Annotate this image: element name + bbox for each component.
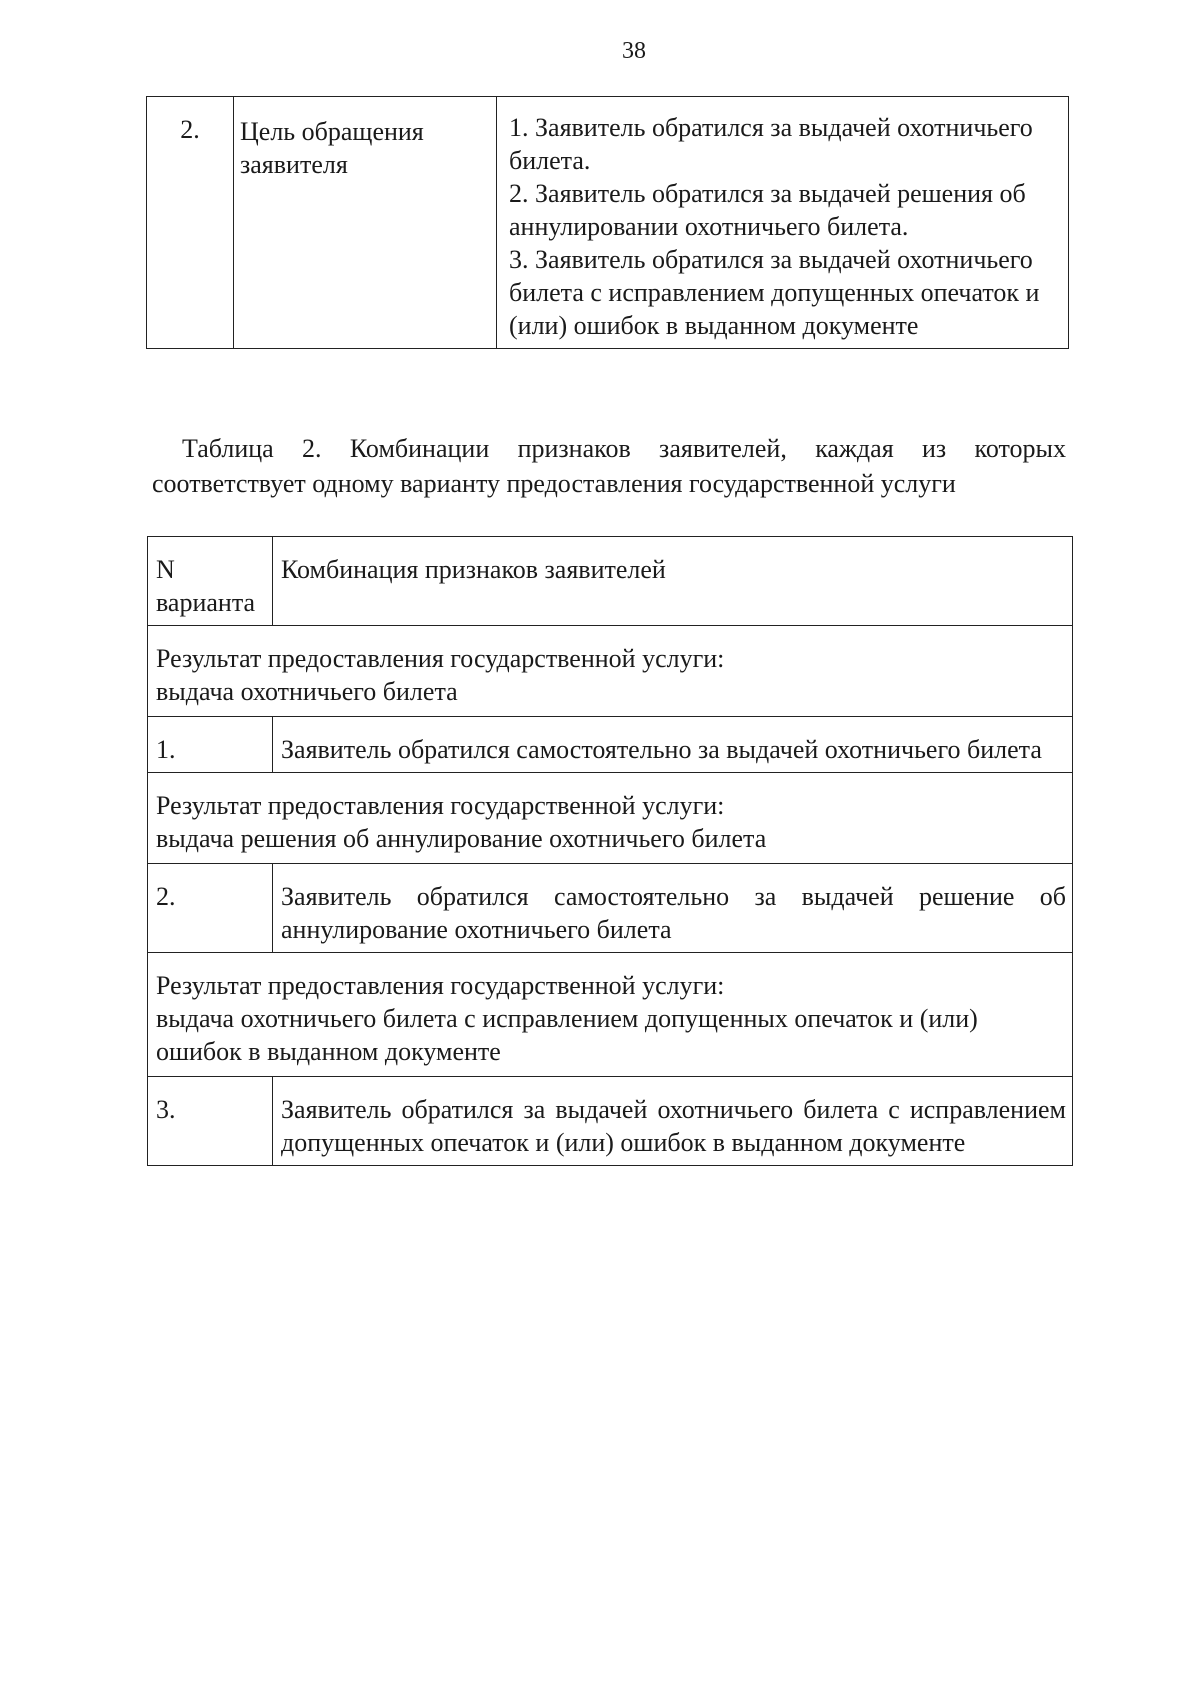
section-result	[148, 773, 1073, 864]
table-row	[148, 864, 1073, 953]
variant-number: 3.	[148, 1077, 273, 1166]
table-row	[147, 97, 1069, 349]
purpose-option-1: 1. Заявитель обратился за выдачей охотничьего билета.	[509, 113, 1033, 175]
table-row	[148, 717, 1073, 773]
section-result-text: выдача охотничьего билета	[156, 677, 458, 706]
table-header-row	[148, 537, 1073, 626]
header-combination: Комбинация признаков заявителей	[273, 537, 1073, 626]
variants-table	[147, 536, 1073, 1166]
table-row	[148, 1077, 1073, 1166]
variant-number: 2.	[148, 864, 273, 953]
purpose-option-2: 2. Заявитель обратился за выдачей решения об аннулировании охотничьего билета.	[509, 179, 1026, 241]
header-variant-number: N варианта	[148, 537, 273, 626]
section-title: Результат предоставления государственной услуги:	[156, 644, 725, 673]
table2-caption: Таблица 2. Комбинации признаков заявителей, каждая из которых соответствует одному варианту предоставления государственной услуги	[152, 434, 1066, 498]
purpose-option-3: 3. Заявитель обратился за выдачей охотничьего билета с исправлением допущенных опечаток и (или) ошибок в выданном документе	[509, 245, 1040, 340]
page-number: 38	[622, 38, 646, 64]
row-label: Цель обращения заявителя	[234, 97, 497, 349]
section-result	[148, 953, 1073, 1077]
section-row	[148, 626, 1073, 717]
row-number: 2.	[147, 97, 234, 349]
section-title: Результат предоставления государственной услуги:	[156, 791, 725, 820]
section-row	[148, 953, 1073, 1077]
variant-text: Заявитель обратился самостоятельно за выдачей решение об аннулирование охотничьего билета	[273, 864, 1073, 953]
purpose-table	[146, 96, 1069, 349]
variant-text: Заявитель обратился самостоятельно за выдачей охотничьего билета	[273, 717, 1073, 773]
row-values	[497, 97, 1069, 349]
section-title: Результат предоставления государственной услуги:	[156, 971, 725, 1000]
variant-text: Заявитель обратился за выдачей охотничьего билета с исправлением допущенных опечаток и (или) ошибок в выданном документе	[273, 1077, 1073, 1166]
section-row	[148, 773, 1073, 864]
section-result-text: выдача решения об аннулирование охотничьего билета	[156, 824, 767, 853]
variant-number: 1.	[148, 717, 273, 773]
section-result-text: выдача охотничьего билета с исправлением допущенных опечаток и (или) ошибок в выданном документе	[156, 1004, 978, 1066]
section-result	[148, 626, 1073, 717]
